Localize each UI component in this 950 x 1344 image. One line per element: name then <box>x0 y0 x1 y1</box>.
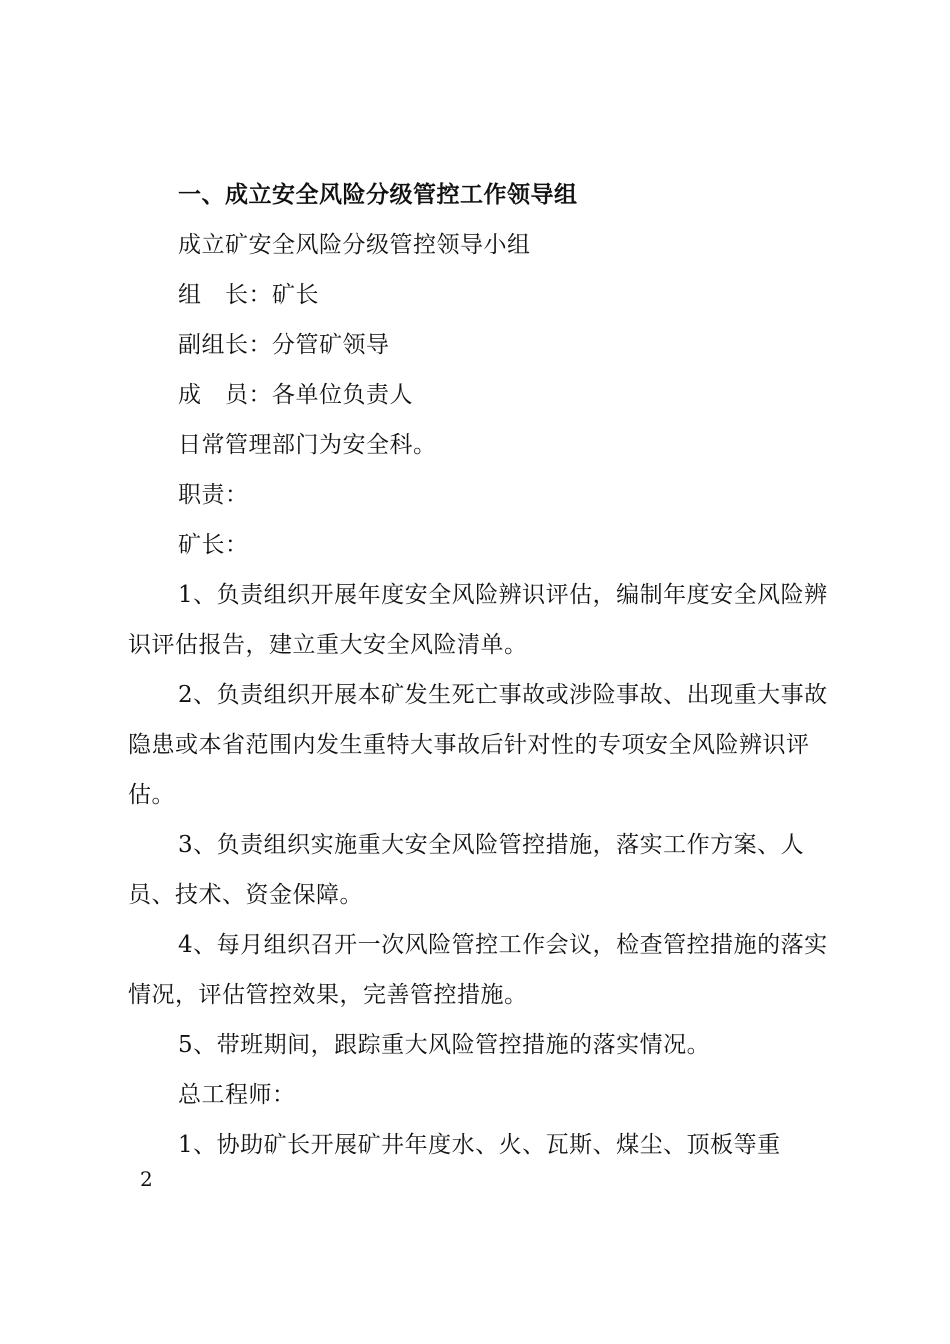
text-line: 日常管理部门为安全科。 <box>178 432 437 458</box>
text-line: 成 员：各单位负责人 <box>178 382 413 408</box>
chief-engineer-label: 总工程师： <box>178 1082 296 1108</box>
duty-item: 2、负责组织开展本矿发生死亡事故或涉险事故、出现重大事故隐患或本省范围内发生重特大事故后针对性的专项安全风险辨识评估。 <box>128 682 828 808</box>
text-line: 成立矿安全风险分级管控领导小组 <box>178 232 531 258</box>
page-number: 2 <box>140 1167 153 1191</box>
duty-item: 5、带班期间，跟踪重大风险管控措施的落实情况。 <box>178 1032 711 1058</box>
text-line: 组 长：矿长 <box>178 282 319 308</box>
document-body <box>128 170 832 1170</box>
duty-item: 1、负责组织开展年度安全风险辨识评估，编制年度安全风险辨识评估报告，建立重大安全风险清单。 <box>128 582 828 658</box>
duty-item: 3、负责组织实施重大安全风险管控措施，落实工作方案、人员、技术、资金保障。 <box>128 832 805 908</box>
duty-item: 4、每月组织召开一次风险管控工作会议，检查管控措施的落实情况，评估管控效果，完善管控措施。 <box>128 932 828 1008</box>
text-line: 矿长： <box>178 532 249 558</box>
text-line: 职责： <box>178 482 249 508</box>
duty-item: 1、协助矿长开展矿井年度水、火、瓦斯、煤尘、顶板等重 <box>178 1132 781 1158</box>
section-heading: 一、成立安全风险分级管控工作领导组 <box>178 181 578 208</box>
text-line: 副组长：分管矿领导 <box>178 332 390 358</box>
